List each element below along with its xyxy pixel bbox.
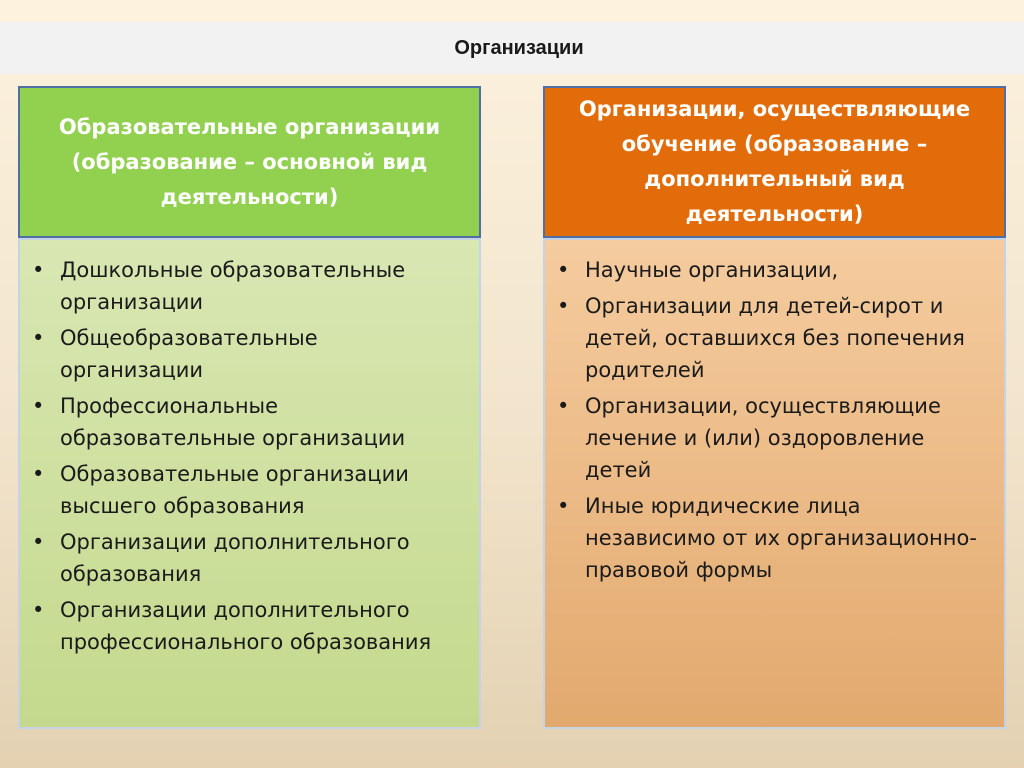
list-item: • Организации для детей-сирот и детей, оставшихся без попечения родителей: [555, 290, 988, 386]
list-item: • Профессиональные образовательные организации: [30, 390, 463, 454]
slide-title: Организации: [454, 36, 584, 59]
list-item: • Организации, осуществляющие лечение и (или) оздоровление детей: [555, 390, 988, 486]
left-column-body: [18, 238, 481, 729]
bullet-icon: •: [32, 598, 45, 622]
list-item: • Образовательные организации высшего образования: [30, 458, 463, 522]
right-list: [555, 254, 988, 586]
list-item: • Организации дополнительного образования: [30, 526, 463, 590]
list-item: • Дошкольные образовательные организации: [30, 254, 463, 318]
left-column-header: [18, 86, 481, 238]
bullet-icon: •: [32, 394, 45, 418]
list-item: • Общеобразовательные организации: [30, 322, 463, 386]
left-list: [30, 254, 463, 658]
bullet-icon: •: [557, 258, 570, 282]
bullet-icon: •: [557, 394, 570, 418]
list-item: • Научные организации,: [555, 254, 988, 286]
bullet-icon: •: [32, 326, 45, 350]
right-column-header: [543, 86, 1006, 238]
bullet-icon: •: [557, 494, 570, 518]
left-header-text: Образовательные организации (образование – основной вид деятельности): [58, 114, 441, 209]
right-header-text: Организации, осуществляющие обучение (образование – дополнительный вид деятельности): [578, 97, 971, 226]
right-column-body: [543, 238, 1006, 729]
bullet-icon: •: [32, 258, 45, 282]
list-item: • Иные юридические лица независимо от их организационно-правовой формы: [555, 490, 988, 586]
list-item: • Организации дополнительного профессионального образования: [30, 594, 463, 658]
bullet-icon: •: [32, 530, 45, 554]
title-bar: [0, 22, 1024, 74]
bullet-icon: •: [557, 294, 570, 318]
bullet-icon: •: [32, 462, 45, 486]
